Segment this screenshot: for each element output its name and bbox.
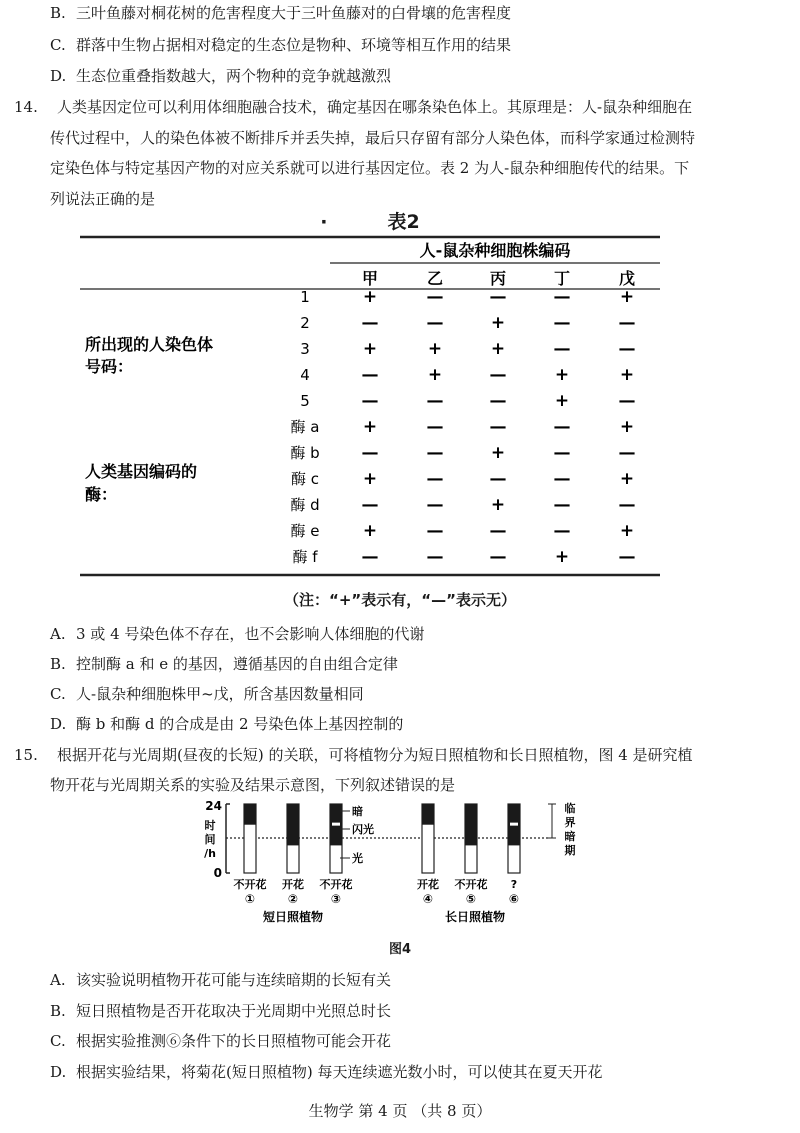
q14-stem-line-1: 人类基因定位可以利用体细胞融合技术，确定基因在哪条染色体上。其原理是：人-鼠杂种细胞在	[57, 98, 693, 116]
table-cell: +	[619, 469, 635, 489]
q14-stem-line-2: 传代过程中，人的染色体被不断排斥并丢失掉，最后只存留有部分人染色体，而科学家通过检测特	[50, 129, 696, 147]
table-cell: —	[426, 469, 444, 489]
table-cell: —	[553, 339, 571, 359]
table-group-header: 人-鼠杂种细胞株编码	[419, 241, 571, 260]
table-cell: +	[554, 391, 570, 411]
group-short-day: 短日照植物	[262, 910, 324, 924]
table-cell: —	[618, 391, 636, 411]
y-label-3: /h	[204, 847, 216, 860]
table-cell: —	[361, 443, 379, 463]
table-cell: —	[426, 287, 444, 307]
row-label: 1	[300, 288, 310, 306]
table-cell: +	[619, 287, 635, 307]
bar-flash-mark	[510, 823, 518, 826]
table-cell: +	[362, 287, 378, 307]
bar-result-label: 不开花	[319, 878, 353, 891]
table-cell: +	[490, 495, 506, 515]
table-row	[291, 469, 634, 489]
legend-flash: 闪光	[352, 823, 374, 836]
bar-number-label: ②	[287, 892, 299, 906]
table-column-headers	[362, 269, 635, 288]
q14-number: 14.	[14, 98, 38, 116]
table-cell: +	[554, 547, 570, 567]
y-label-1: 时	[204, 819, 216, 832]
row-label: 2	[300, 314, 310, 332]
table-cell: +	[427, 365, 443, 385]
q14-option-b: B. 控制酶 a 和 e 的基因，遵循基因的自由组合定律	[50, 655, 398, 673]
table-cell: —	[489, 365, 507, 385]
table-row	[292, 547, 635, 567]
row-label: 酶 f	[292, 548, 318, 566]
q14-option-c: C. 人-鼠杂种细胞株甲~戊，所含基因数量相同	[50, 685, 364, 703]
page-footer: 生物学 第 4 页 （共 8 页）	[308, 1102, 492, 1120]
bar-dark-period	[244, 804, 256, 825]
column-header-2: 乙	[426, 269, 444, 288]
table-cell: +	[490, 313, 506, 333]
q15-stem-line-1: 根据开花与光周期(昼夜的长短) 的关联，可将植物分为短日照植物和长日照植物，图 4 是研究植	[57, 746, 693, 764]
bar-result-label: 开花	[282, 878, 304, 891]
bar-dark-period	[465, 804, 477, 845]
group1-label-line2: 号码：	[85, 357, 134, 376]
table-cell: —	[426, 443, 444, 463]
table-cell: —	[426, 417, 444, 437]
table-row	[300, 339, 635, 359]
table-cell: —	[489, 287, 507, 307]
table-cell: +	[427, 339, 443, 359]
table-cell: +	[490, 443, 506, 463]
table-row	[300, 391, 635, 411]
q14-option-d: D. 酶 b 和酶 d 的合成是由 2 号染色体上基因控制的	[50, 715, 404, 733]
table-row	[291, 521, 635, 541]
table-row	[291, 417, 635, 437]
table-cell: —	[489, 547, 507, 567]
table-cell: —	[489, 469, 507, 489]
table-cell: —	[553, 521, 571, 541]
y-label-2: 间	[204, 833, 216, 846]
legend-light: 光	[352, 852, 363, 865]
table-cell: —	[553, 313, 571, 333]
y-axis-top-tick: 24	[205, 799, 222, 813]
table-body	[290, 287, 635, 567]
table-cell: +	[362, 417, 378, 437]
bar-flash-mark	[332, 823, 340, 826]
q15-option-d: D. 根据实验结果，将菊花(短日照植物) 每天连续遮光数小时，可以使其在夏天开花	[50, 1063, 603, 1081]
q15-option-a: A. 该实验说明植物开花可能与连续暗期的长短有关	[50, 971, 392, 989]
table-cell: +	[619, 365, 635, 385]
table-cell: +	[490, 339, 506, 359]
legend-dark: 暗	[352, 805, 363, 818]
row-label: 4	[300, 366, 310, 384]
row-label: 酶 c	[290, 470, 320, 488]
bar-number-label: ④	[422, 892, 434, 906]
q14-stem-line-3: 定染色体与特定基因产物的对应关系就可以进行基因定位。表 2 为人-鼠杂种细胞传代的结果。下	[50, 159, 690, 177]
table-row	[300, 287, 634, 307]
table-cell: —	[361, 495, 379, 515]
table-cell: —	[618, 313, 636, 333]
table-cell: —	[553, 443, 571, 463]
table-note: （注：“+”表示有，“—”表示无）	[283, 591, 516, 609]
bar-number-label: ⑤	[465, 892, 477, 906]
table-cell: —	[553, 495, 571, 515]
bar-result-label: ?	[510, 878, 518, 891]
group-long-day: 长日照植物	[444, 910, 506, 924]
q15-option-b: B. 短日照植物是否开花取决于光周期中光照总时长	[50, 1002, 392, 1020]
table-cell: —	[426, 547, 444, 567]
bar-dark-period	[422, 804, 434, 825]
q15-option-c: C. 根据实验推测⑥条件下的长日照植物可能会开花	[50, 1032, 392, 1050]
row-label: 酶 a	[290, 418, 320, 436]
table-row	[290, 443, 635, 463]
option-d-prev: D. 生态位重叠指数越大，两个物种的竞争就越激烈	[50, 67, 392, 85]
q15-number: 15.	[14, 746, 38, 764]
table-cell: +	[619, 417, 635, 437]
table-cell: —	[618, 495, 636, 515]
column-header-3: 丙	[489, 269, 507, 288]
q15-stem-line-2: 物开花与光周期关系的实验及结果示意图，下列叙述错误的是	[50, 776, 456, 794]
column-header-1: 甲	[361, 269, 379, 288]
table-row	[290, 495, 635, 515]
row-label: 酶 b	[290, 444, 320, 462]
table-cell: —	[618, 547, 636, 567]
table-row	[300, 365, 634, 385]
bar-number-label: ⑥	[508, 892, 520, 906]
critical-label-4: 期	[564, 844, 576, 857]
table-cell: +	[362, 469, 378, 489]
bar-result-label: 不开花	[454, 878, 488, 891]
table-cell: —	[489, 391, 507, 411]
critical-label-3: 暗	[564, 830, 576, 843]
row-label: 3	[300, 340, 310, 358]
bar-number-label: ①	[244, 892, 256, 906]
bar-result-label: 开花	[417, 878, 439, 891]
option-b-prev: B. 三叶鱼藤对桐花树的危害程度大于三叶鱼藤对的白骨壤的危害程度	[50, 4, 512, 22]
table-2	[70, 232, 670, 580]
table-cell: +	[362, 521, 378, 541]
y-axis-bottom-tick: 0	[213, 866, 222, 880]
bar-number-label: ③	[330, 892, 342, 906]
table-cell: —	[426, 313, 444, 333]
row-label: 酶 d	[290, 496, 320, 514]
table-cell: —	[361, 547, 379, 567]
column-header-5: 戊	[618, 269, 636, 288]
figure-caption: 图4	[388, 942, 412, 957]
table-cell: —	[553, 287, 571, 307]
figure-bars	[234, 804, 521, 906]
table-title-dot: ·	[320, 211, 328, 233]
table-cell: —	[618, 339, 636, 359]
option-c-prev: C. 群落中生物占据相对稳定的生态位是物种、环境等相互作用的结果	[50, 36, 512, 54]
q14-stem-line-4: 列说法正确的是	[50, 190, 156, 208]
table-cell: —	[553, 417, 571, 437]
table-title: · 表2	[320, 211, 420, 233]
column-header-4: 丁	[553, 269, 571, 288]
row-label: 酶 e	[290, 522, 320, 540]
table-cell: +	[554, 365, 570, 385]
table-cell: —	[361, 391, 379, 411]
table-cell: —	[553, 469, 571, 489]
figure-4	[190, 796, 610, 931]
table-cell: —	[426, 495, 444, 515]
table-row	[300, 313, 635, 333]
table-cell: —	[361, 365, 379, 385]
table-cell: —	[618, 443, 636, 463]
bar-result-label: 不开花	[233, 878, 267, 891]
table-cell: +	[362, 339, 378, 359]
critical-label-1: 临	[564, 802, 576, 815]
table-cell: —	[426, 391, 444, 411]
table-cell: —	[426, 521, 444, 541]
table-cell: —	[361, 313, 379, 333]
group2-label-line1: 人类基因编码的	[85, 462, 198, 481]
table-cell: +	[619, 521, 635, 541]
table-cell: —	[489, 417, 507, 437]
row-label: 5	[300, 392, 310, 410]
group1-label-line1: 所出现的人染色体	[85, 335, 214, 354]
group2-label-line2: 酶：	[85, 485, 118, 504]
q14-option-a: A. 3 或 4 号染色体不存在，也不会影响人体细胞的代谢	[50, 625, 425, 643]
bar-dark-period	[287, 804, 299, 845]
critical-label-2: 界	[564, 816, 576, 829]
table-cell: —	[489, 521, 507, 541]
